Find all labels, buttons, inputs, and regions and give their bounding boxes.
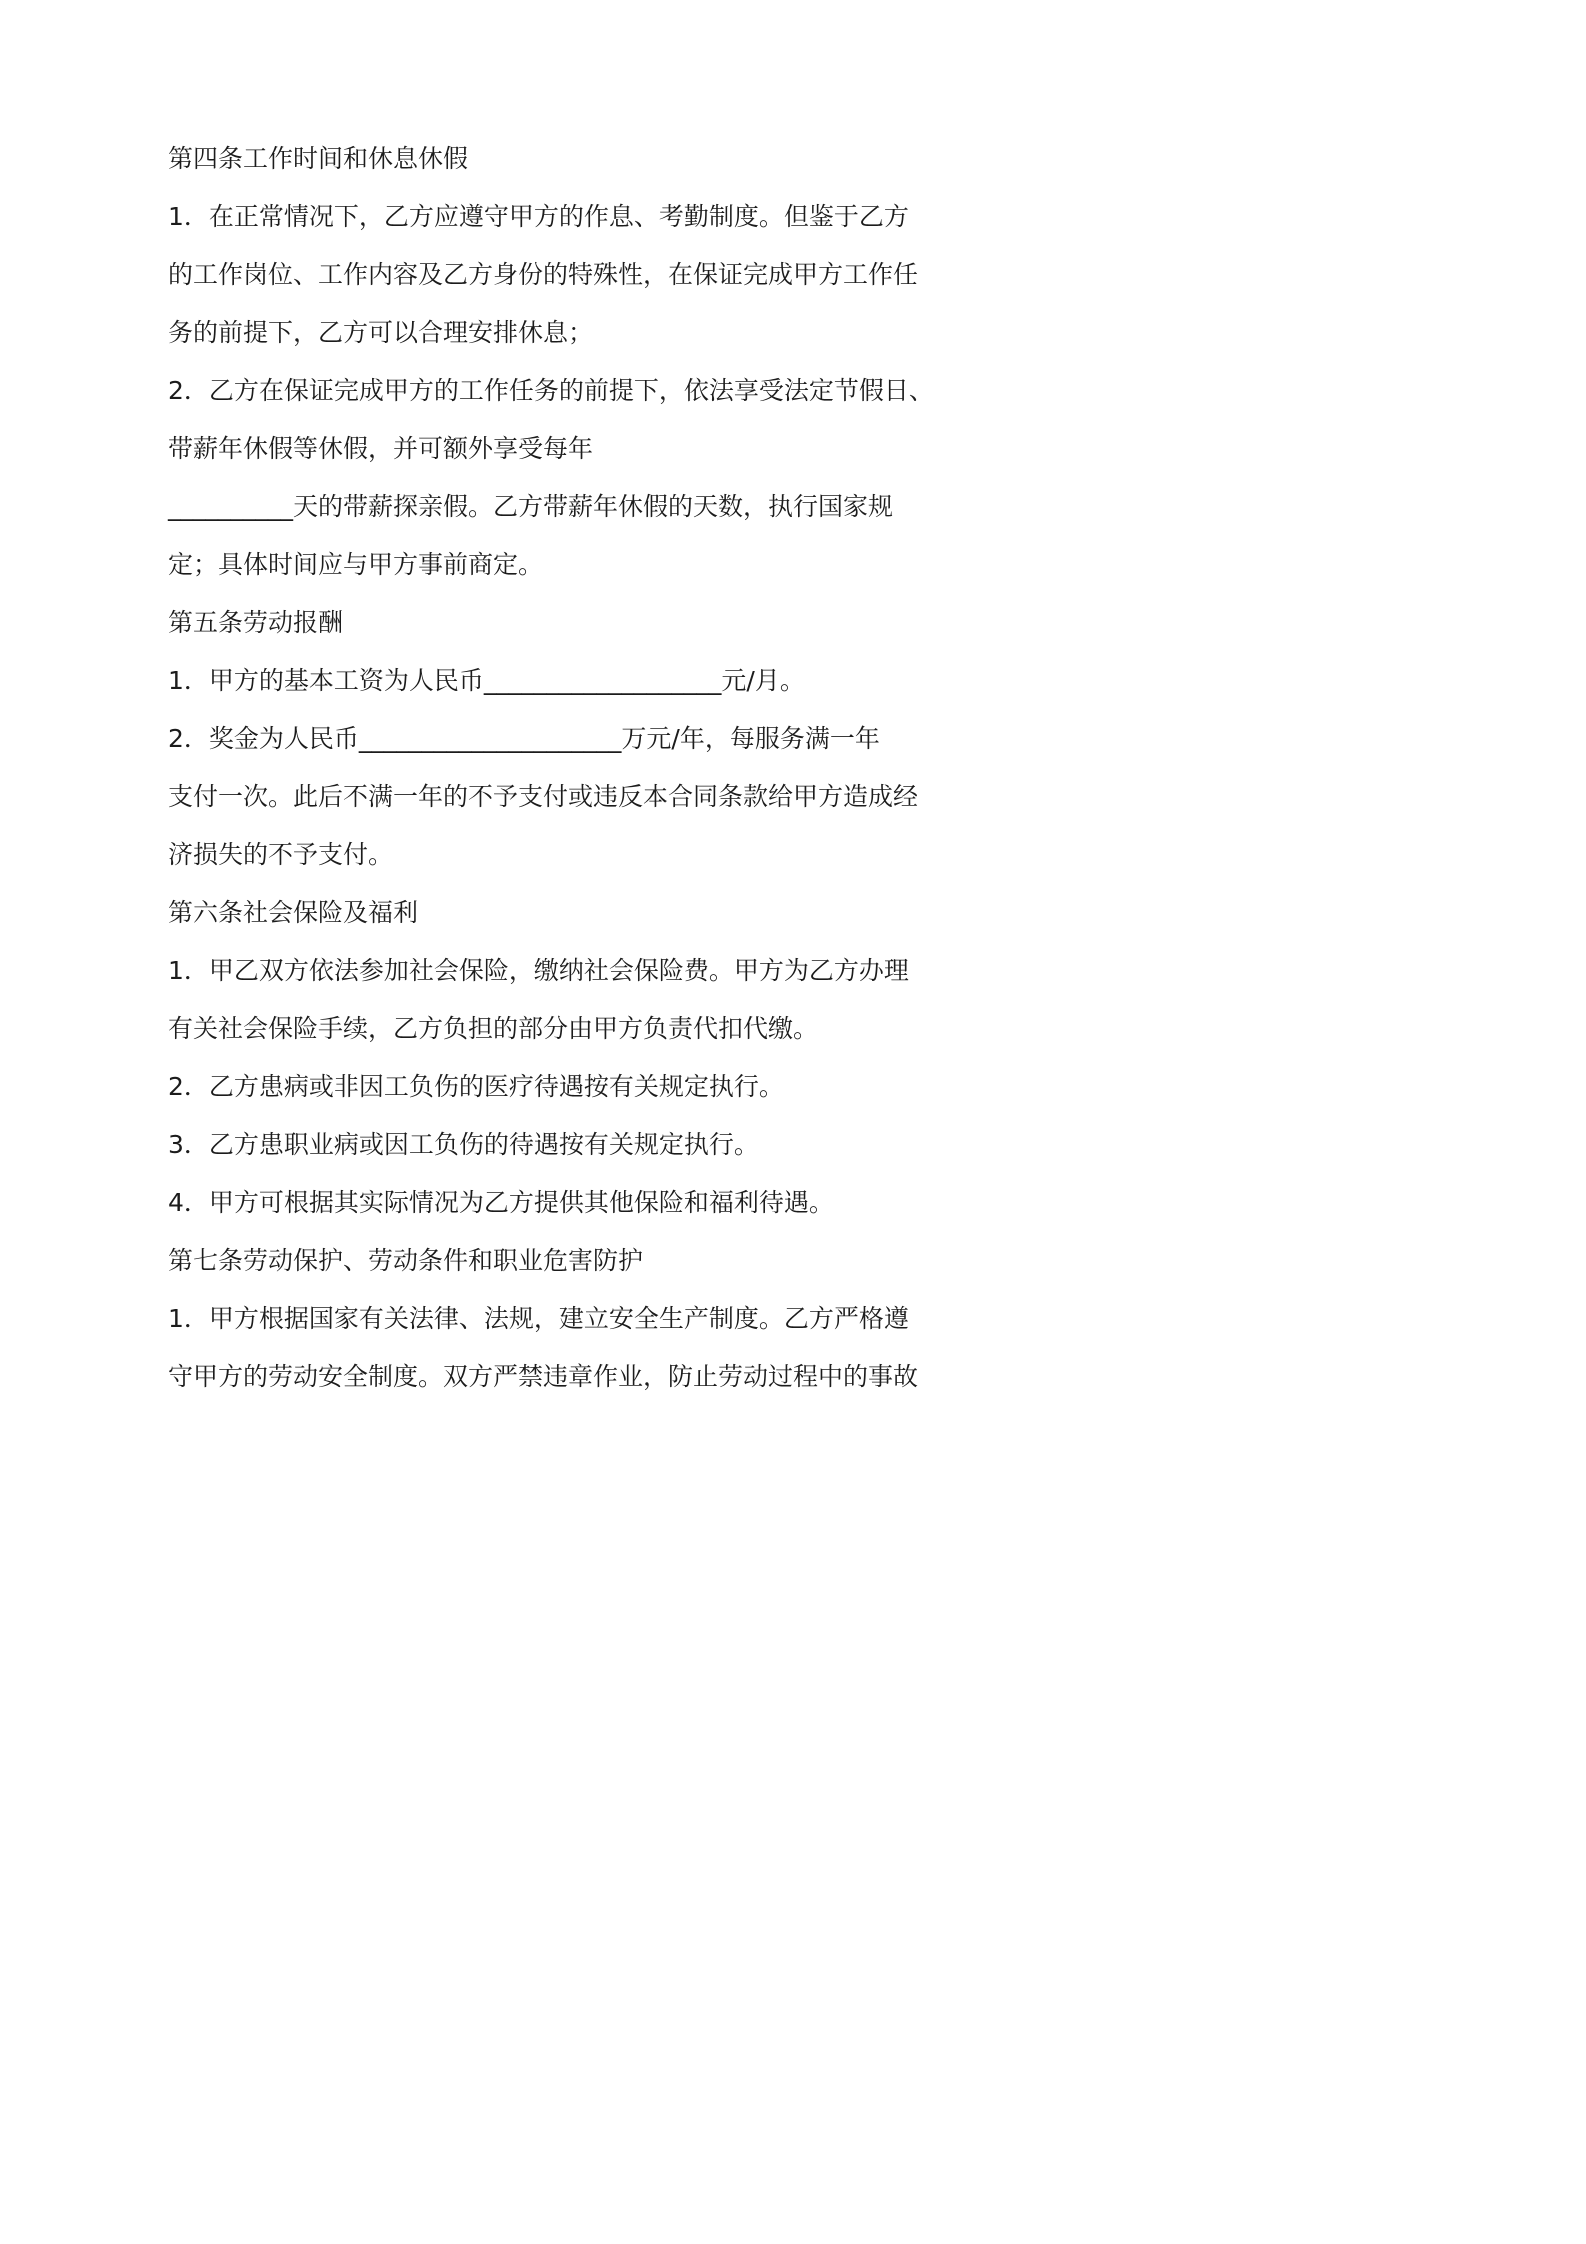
- text-line: 有关社会保险手续，乙方负担的部分由甲方负责代扣代缴。: [168, 1014, 819, 1043]
- heading-article-7: 第七条劳动保护、劳动条件和职业危害防护: [168, 1246, 644, 1275]
- text-line: 1．在正常情况下，乙方应遵守甲方的作息、考勤制度。但鉴于乙方: [168, 202, 909, 231]
- text-line: 定；具体时间应与甲方事前商定。: [168, 550, 544, 579]
- text-line: 1．甲方的基本工资为人民币___________________元/月。: [168, 666, 805, 695]
- text-line: 支付一次。此后不满一年的不予支付或违反本合同条款给甲方造成经: [168, 782, 919, 811]
- text-line: 3．乙方患职业病或因工负伤的待遇按有关规定执行。: [168, 1130, 759, 1159]
- text-line: 带薪年休假等休假，并可额外享受每年: [168, 434, 594, 463]
- text-line: 2．乙方在保证完成甲方的工作任务的前提下，依法享受法定节假日、: [168, 376, 934, 405]
- heading-article-6: 第六条社会保险及福利: [168, 898, 419, 927]
- text-line: 守甲方的劳动安全制度。双方严禁违章作业，防止劳动过程中的事故: [168, 1362, 919, 1391]
- text-line: 1．甲方根据国家有关法律、法规，建立安全生产制度。乙方严格遵: [168, 1304, 909, 1333]
- heading-article-5: 第五条劳动报酬: [168, 608, 344, 637]
- text-line: 的工作岗位、工作内容及乙方身份的特殊性，在保证完成甲方工作任: [168, 260, 919, 289]
- text-line: 济损失的不予支付。: [168, 840, 394, 869]
- text-line: 2．乙方患病或非因工负伤的医疗待遇按有关规定执行。: [168, 1072, 784, 1101]
- text-line: __________天的带薪探亲假。乙方带薪年休假的天数，执行国家规: [168, 492, 894, 521]
- text-line: 4．甲方可根据其实际情况为乙方提供其他保险和福利待遇。: [168, 1188, 834, 1217]
- text-line: 2．奖金为人民币_____________________万元/年，每服务满一年: [168, 724, 880, 753]
- document-page: [0, 0, 1104, 1562]
- text-line: 1．甲乙双方依法参加社会保险，缴纳社会保险费。甲方为乙方办理: [168, 956, 909, 985]
- text-line: 务的前提下，乙方可以合理安排休息；: [168, 318, 594, 347]
- heading-article-4: 第四条工作时间和休息休假: [168, 144, 469, 173]
